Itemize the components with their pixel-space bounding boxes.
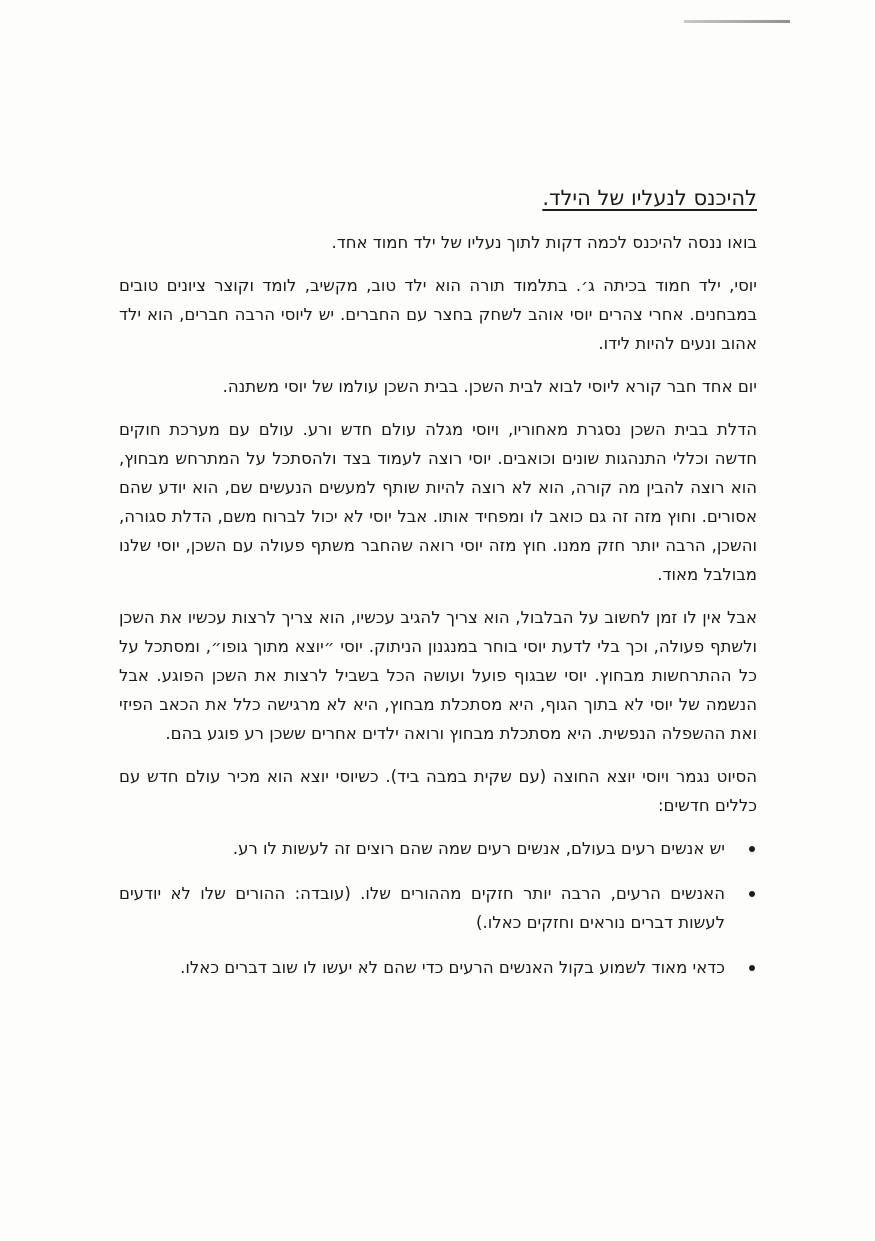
list-item-text: יש אנשים רעים בעולם, אנשים רעים שמה שהם רוצים זה לעשות לו רע. — [232, 839, 725, 858]
paragraph-door-closes: הדלת בבית השכן נסגרת מאחוריו, ויוסי מגלה עולם חדש ורע. עולם עם מערכת חוקים חדשה וכללי התנהגות שונים וכואבים. יוסי רוצה לעמוד בצד ולהסתכל על המתרחש מבחוץ, הוא רוצה להבין מה קורה, הוא לא רוצה להיות שותף למעשים הנעשים שם, הוא יודע שהם אסורים. וחוץ מזה זה גם כואב לו ומפחיד אותו. אבל יוסי לא יכול לברוח משם, הדלת סגורה, והשכן, הרבה יותר חזק ממנו. חוץ מזה יוסי רואה שהחבר משתף פעולה עם השכן, יוסי שלנו מבולבל מאוד. — [119, 420, 757, 584]
scan-edge-mark — [684, 20, 790, 23]
list-item — [119, 834, 725, 863]
paragraph-friend-call: יום אחד חבר קורא ליוסי לבוא לבית השכן. בבית השכן עולמו של יוסי משתנה. — [222, 377, 757, 396]
document-body — [119, 186, 757, 998]
rules-list — [119, 834, 757, 982]
bullet-icon — [749, 846, 755, 852]
document-title: להיכנס לנעליו של הילד. — [542, 186, 757, 210]
bullet-icon — [749, 965, 755, 971]
paragraph-dissociation: אבל אין לו זמן לחשוב על הבלבול, הוא צריך להגיב עכשיו, הוא צריך לרצות עכשיו את השכן ולשתף פעולה, וכך בלי לדעת יוסי בוחר במנגנון הניתוק. יוסי ״יוצא מתוך גופו״, ומסתכל על כל ההתרחשות מבחוץ. יוסי שבגוף פועל ועושה הכל בשביל לרצות את השכן הפוגע. אבל הנשמה של יוסי לא בתוך הגוף, היא מסתכלת מבחוץ, היא לא מרגישה כלל את הכאב הפיזי ואת ההשפלה הנפשית. היא מסתכלת מבחוץ ורואה ילדים אחרים ששכן רע פוגע בהם. — [119, 608, 757, 743]
list-item-text: כדאי מאוד לשמוע בקול האנשים הרעים כדי שהם לא יעשו לו שוב דברים כאלו. — [180, 958, 725, 977]
bullet-icon — [749, 891, 755, 897]
list-item — [119, 879, 725, 937]
paragraph-nightmare-ends: הסיוט נגמר ויוסי יוצא החוצה (עם שקית במבה ביד). כשיוסי יוצא הוא מכיר עולם חדש עם כללים חדשים: — [119, 767, 757, 815]
list-item — [119, 953, 725, 982]
paragraph-intro: בואו ננסה להיכנס לכמה דקות לתוך נעליו של ילד חמוד אחד. — [331, 233, 757, 252]
list-item-text: האנשים הרעים, הרבה יותר חזקים מההורים שלו. (עובדה: ההורים שלו לא יודעים לעשות דברים נוראים וחזקים כאלו.) — [119, 884, 725, 932]
paragraph-yossi: יוסי, ילד חמוד בכיתה ג׳. בתלמוד תורה הוא ילד טוב, מקשיב, לומד וקוצר ציונים טובים במבחנים. אחרי צהרים יוסי אוהב לשחק בחצר עם החברים. יש ליוסי הרבה חברים, הוא ילד אהוב ונעים להיות לידו. — [119, 276, 757, 353]
